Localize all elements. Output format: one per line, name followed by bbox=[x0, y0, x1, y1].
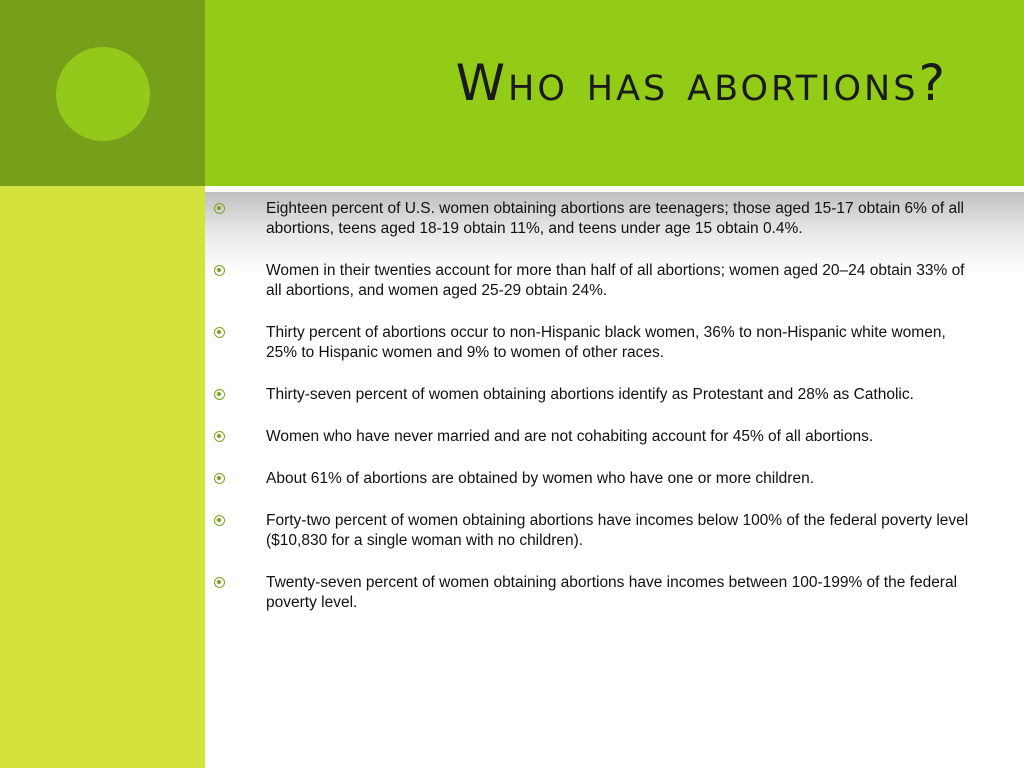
ring-bullet-icon bbox=[214, 327, 225, 338]
bullet-text: Twenty-seven percent of women obtaining abortions have incomes between 100-199% of the federal poverty level. bbox=[266, 574, 958, 611]
bullet-text: Eighteen percent of U.S. women obtaining abortions are teenagers; those aged 15-17 obtain 6% of all abortions, teens aged 18-19 obtain 11%, and teens under age 15 obtain 0.4%. bbox=[266, 200, 964, 237]
left-top-panel bbox=[0, 0, 205, 186]
left-bottom-panel bbox=[0, 186, 205, 768]
ring-bullet-icon bbox=[214, 203, 225, 214]
list-item bbox=[214, 511, 974, 551]
bullet-text: Women in their twenties account for more than half of all abortions; women aged 20–24 obtain 33% of all abortions, and women aged 25-29 obtain 24%. bbox=[266, 262, 965, 299]
ring-bullet-icon bbox=[214, 265, 225, 276]
ring-bullet-icon bbox=[214, 389, 225, 400]
list-item bbox=[214, 427, 974, 447]
circle-decoration bbox=[56, 47, 150, 141]
list-item bbox=[214, 199, 974, 239]
list-item bbox=[214, 573, 974, 613]
list-item bbox=[214, 323, 974, 363]
bullet-list bbox=[214, 199, 974, 635]
list-item bbox=[214, 385, 974, 405]
bullet-text: Women who have never married and are not cohabiting account for 45% of all abortions. bbox=[266, 428, 874, 445]
bullet-text: Forty-two percent of women obtaining abortions have incomes below 100% of the federal poverty level ($10,830 for a single woman with no children). bbox=[266, 512, 969, 549]
ring-bullet-icon bbox=[214, 473, 225, 484]
bullet-text: About 61% of abortions are obtained by women who have one or more children. bbox=[266, 470, 815, 487]
list-item bbox=[214, 469, 974, 489]
ring-bullet-icon bbox=[214, 431, 225, 442]
bullet-text: Thirty percent of abortions occur to non-Hispanic black women, 36% to non-Hispanic white women, 25% to Hispanic women and 9% to women of other races. bbox=[266, 324, 946, 361]
ring-bullet-icon bbox=[214, 577, 225, 588]
bullet-text: Thirty-seven percent of women obtaining abortions identify as Protestant and 28% as Catholic. bbox=[266, 386, 914, 403]
ring-bullet-icon bbox=[214, 515, 225, 526]
slide-title: Who has abortions? bbox=[455, 54, 948, 112]
list-item bbox=[214, 261, 974, 301]
